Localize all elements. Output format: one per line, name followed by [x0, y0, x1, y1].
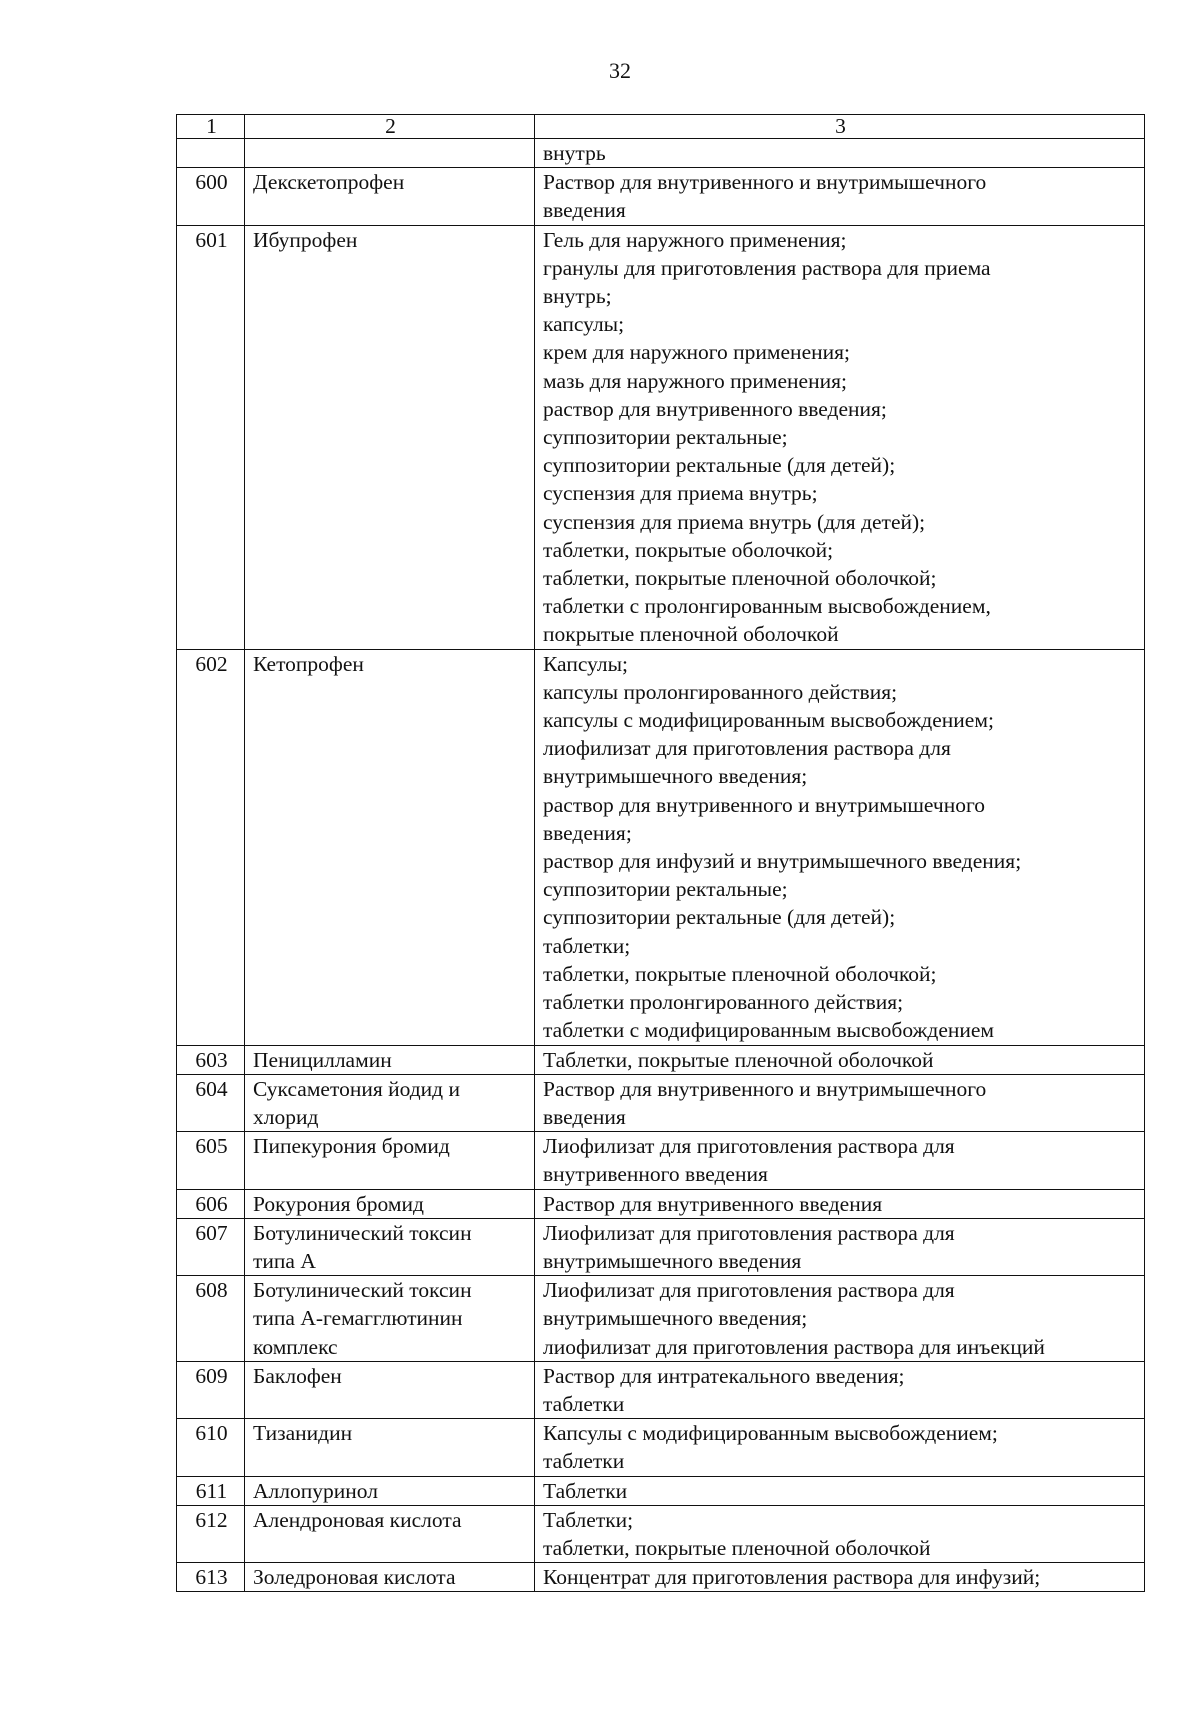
- table-row: [177, 168, 1145, 225]
- table-row: [177, 1276, 1145, 1362]
- row-number: 601: [177, 225, 245, 649]
- dosage-forms: Раствор для интратекального введения; таблетки: [535, 1361, 1145, 1418]
- table-row: [177, 1189, 1145, 1218]
- drug-name: Суксаметония йодид и хлорид: [245, 1074, 535, 1131]
- table-row: [177, 1476, 1145, 1505]
- drug-forms-table: [176, 114, 1145, 1592]
- drug-name: Алендроновая кислота: [245, 1505, 535, 1562]
- dosage-forms: Лиофилизат для приготовления раствора для внутривенного введения: [535, 1132, 1145, 1189]
- table-row: [177, 649, 1145, 1045]
- drug-name: Тизанидин: [245, 1419, 535, 1476]
- column-header-forms: 3: [535, 115, 1145, 139]
- page-number: 32: [609, 58, 631, 83]
- drug-name: [245, 139, 535, 168]
- drug-name: Баклофен: [245, 1361, 535, 1418]
- row-number: 605: [177, 1132, 245, 1189]
- dosage-forms: Таблетки, покрытые пленочной оболочкой: [535, 1045, 1145, 1074]
- table-row: [177, 1361, 1145, 1418]
- dosage-forms: Капсулы с модифицированным высвобождением; таблетки: [535, 1419, 1145, 1476]
- row-number: 610: [177, 1419, 245, 1476]
- row-number: 607: [177, 1218, 245, 1275]
- table-row: [177, 1132, 1145, 1189]
- table-row: [177, 1045, 1145, 1074]
- table-header-row: [177, 115, 1145, 139]
- table-row: [177, 1505, 1145, 1562]
- row-number: 604: [177, 1074, 245, 1131]
- row-number: 613: [177, 1563, 245, 1592]
- row-number: 611: [177, 1476, 245, 1505]
- table-row: [177, 1218, 1145, 1275]
- row-number: 609: [177, 1361, 245, 1418]
- dosage-forms: Лиофилизат для приготовления раствора для внутримышечного введения: [535, 1218, 1145, 1275]
- drug-name: Аллопуринол: [245, 1476, 535, 1505]
- drug-name: Пипекурония бромид: [245, 1132, 535, 1189]
- row-number: 603: [177, 1045, 245, 1074]
- dosage-forms: Таблетки: [535, 1476, 1145, 1505]
- dosage-forms: Таблетки; таблетки, покрытые пленочной оболочкой: [535, 1505, 1145, 1562]
- column-header-number: 1: [177, 115, 245, 139]
- table-row: [177, 225, 1145, 649]
- table-row: [177, 139, 1145, 168]
- table-row: [177, 1563, 1145, 1592]
- row-number: [177, 139, 245, 168]
- drug-name: Золедроновая кислота: [245, 1563, 535, 1592]
- column-header-name: 2: [245, 115, 535, 139]
- drug-name: Ботулинический токсин типа А-гемагглютинин комплекс: [245, 1276, 535, 1362]
- drug-name: Ибупрофен: [245, 225, 535, 649]
- dosage-forms: Раствор для внутривенного и внутримышечного введения: [535, 168, 1145, 225]
- table-row: [177, 1074, 1145, 1131]
- dosage-forms: Гель для наружного применения; гранулы для приготовления раствора для приема внутрь; капсулы; крем для наружного применения; мазь для наружного применения; раствор для внутривенного введения; суппозитории ректальные; суппозитории ректальные (для детей); суспензия для приема внутрь; суспензия для приема внутрь (для детей); таблетки, покрытые оболочкой; таблетки, покрытые пленочной оболочкой; таблетки с пролонгированным высвобождением, покрытые пленочной оболочкой: [535, 225, 1145, 649]
- drug-name: Рокурония бромид: [245, 1189, 535, 1218]
- row-number: 608: [177, 1276, 245, 1362]
- row-number: 606: [177, 1189, 245, 1218]
- dosage-forms: внутрь: [535, 139, 1145, 168]
- drug-name: Ботулинический токсин типа А: [245, 1218, 535, 1275]
- table-row: [177, 1419, 1145, 1476]
- row-number: 612: [177, 1505, 245, 1562]
- dosage-forms: Капсулы; капсулы пролонгированного действия; капсулы с модифицированным высвобождением; лиофилизат для приготовления раствора для внутримышечного введения; раствор для внутривенного и внутримышечного введения; раствор для инфузий и внутримышечного введения; суппозитории ректальные; суппозитории ректальные (для детей); таблетки; таблетки, покрытые пленочной оболочкой; таблетки пролонгированного действия; таблетки с модифицированным высвобождением: [535, 649, 1145, 1045]
- drug-name: Декскетопрофен: [245, 168, 535, 225]
- row-number: 602: [177, 649, 245, 1045]
- dosage-forms: Раствор для внутривенного введения: [535, 1189, 1145, 1218]
- drug-name: Кетопрофен: [245, 649, 535, 1045]
- dosage-forms: Лиофилизат для приготовления раствора для внутримышечного введения; лиофилизат для приготовления раствора для инъекций: [535, 1276, 1145, 1362]
- dosage-forms: Раствор для внутривенного и внутримышечного введения: [535, 1074, 1145, 1131]
- row-number: 600: [177, 168, 245, 225]
- dosage-forms: Концентрат для приготовления раствора для инфузий;: [535, 1563, 1145, 1592]
- drug-name: Пеницилламин: [245, 1045, 535, 1074]
